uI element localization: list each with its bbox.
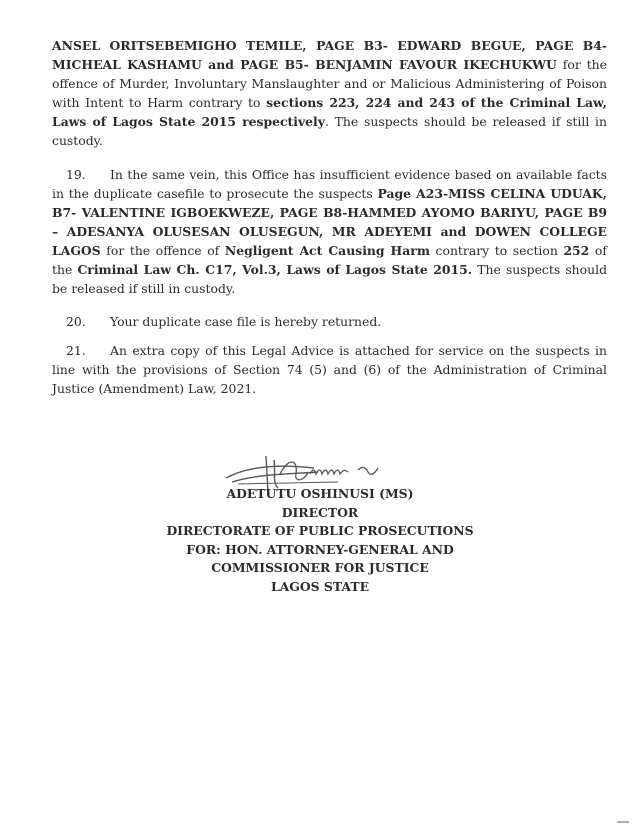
release-text: . The suspects should be released if still in custody. <box>52 114 607 148</box>
offence-text: for the offence of Murder, Involuntary Manslaughter and or Malicious Administering of Poison with Intent to Harm contrary to <box>52 57 607 110</box>
para19-text-5: The suspects should be released if still in custody. <box>52 262 607 296</box>
signature-block <box>140 452 500 596</box>
for-attorney-general: FOR: HON. ATTORNEY-GENERAL AND <box>186 541 454 557</box>
legal-advice-page <box>52 36 607 398</box>
signatory-title: DIRECTOR <box>281 504 359 520</box>
para20-text: Your duplicate case file is hereby returned. <box>110 314 382 329</box>
para19-suspects-bold: Page A23-MISS CELINA UDUAK, B7- VALENTINE IGBOEKWEZE, PAGE B8-HAMMED AYOMO BARIYU, PAGE B9 – ADESANYA OLUSESAN OLUSEGUN, MR ADEYEMI and DOWEN COLLEGE LAGOS <box>52 186 607 258</box>
paragraph-continued <box>52 36 607 150</box>
state-name: LAGOS STATE <box>270 578 370 594</box>
signatory-name: ADETUTU OSHINUSI (MS) <box>226 486 414 501</box>
para19-text-4: of the <box>52 243 607 277</box>
paragraph-number: 19. <box>66 167 86 182</box>
para19-law-bold: Criminal Law Ch. C17, Vol.3, Laws of Lagos State 2015. <box>77 262 473 277</box>
para19-offence-bold: Negligent Act Causing Harm <box>224 243 430 258</box>
para21-text: An extra copy of this Legal Advice is attached for service on the suspects in line with the provisions of Section 74 (5) and (6) of the Administration of Criminal Justice (Amendment) Law, 2021. <box>52 343 607 396</box>
para19-text-3: contrary to section <box>429 243 564 258</box>
paragraph-number: 20. <box>66 314 86 329</box>
directorate-name: DIRECTORATE OF PUBLIC PROSECUTIONS <box>166 523 474 538</box>
paragraph-19 <box>52 165 607 298</box>
paragraph-20 <box>52 312 607 331</box>
para19-section-bold: 252 <box>563 243 590 258</box>
commissioner-line: COMMISSIONER FOR JUSTICE <box>211 560 429 575</box>
paragraph-21 <box>52 341 607 398</box>
paragraph-number: 21. <box>66 343 86 358</box>
para19-text-1: In the same vein, this Office has insufficient evidence based on available facts in the duplicate casefile to prosecute the suspects <box>52 167 607 201</box>
para19-text-2: for the offence of <box>100 243 225 258</box>
corner-stamp-mark <box>616 816 630 824</box>
sections-bold: sections 223, 224 and 243 of the Criminal Law, Laws of Lagos State 2015 respectively <box>52 95 607 129</box>
suspect-names-bold: ANSEL ORITSEBEMIGHO TEMILE, PAGE B3- EDWARD BEGUE, PAGE B4-MICHEAL KASHAMU and PAGE B5- BENJAMIN FAVOUR IKECHUKWU <box>52 38 607 72</box>
